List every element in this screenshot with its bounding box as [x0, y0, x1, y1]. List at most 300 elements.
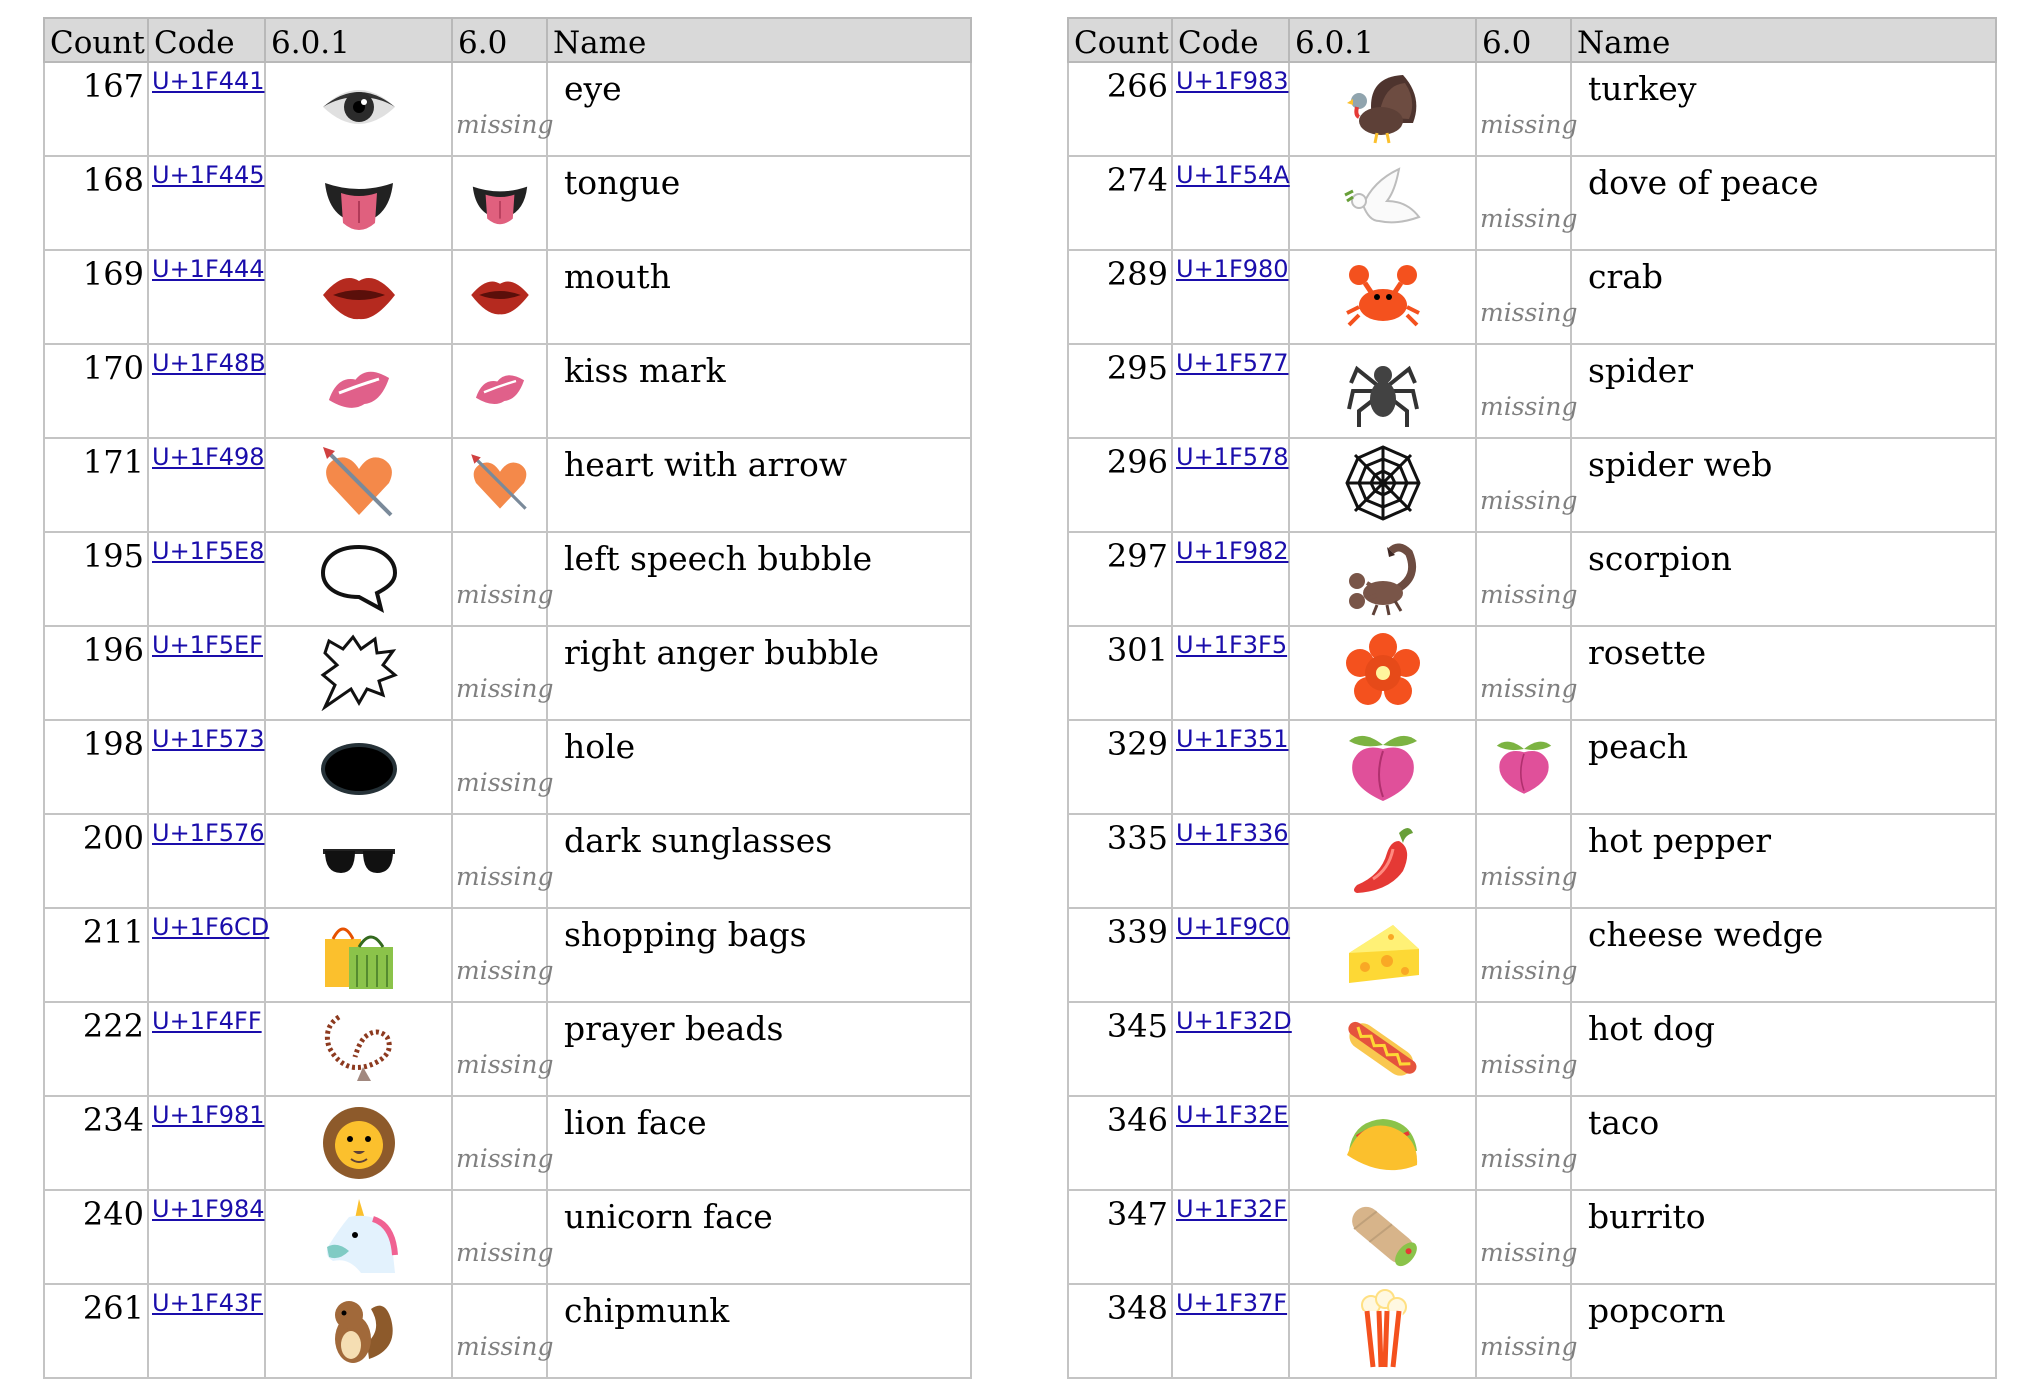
table-row	[44, 908, 971, 1002]
emoji-name: crab	[1588, 257, 1664, 296]
emoji-60-cell	[452, 626, 554, 720]
emoji-name: eye	[564, 69, 622, 108]
emoji-601-cell	[1289, 532, 1476, 626]
code-link[interactable]: U+1F576	[152, 819, 265, 847]
emoji-601-cell	[265, 1002, 452, 1096]
emoji-name: tongue	[564, 163, 681, 202]
code-cell	[148, 250, 265, 344]
anger-bubble-icon	[319, 631, 399, 711]
hot-pepper-icon	[1343, 819, 1423, 899]
emoji-table-right	[1067, 17, 1997, 1379]
missing-label: missing	[456, 861, 554, 891]
header-601: 6.0.1	[265, 18, 452, 62]
name-cell	[1571, 1284, 1996, 1378]
code-link[interactable]: U+1F6CD	[152, 913, 270, 941]
shopping-bags-icon	[319, 913, 399, 993]
count-cell	[44, 156, 148, 250]
count-value: 211	[82, 913, 144, 951]
table-row	[1068, 1284, 1996, 1378]
header-count: Count	[1068, 18, 1172, 62]
count-value: 296	[1106, 443, 1168, 481]
code-cell	[1172, 62, 1289, 156]
prayer-beads-icon	[319, 1007, 399, 1087]
code-cell	[1172, 814, 1289, 908]
code-link[interactable]: U+1F43F	[152, 1289, 264, 1317]
count-value: 329	[1106, 725, 1168, 763]
missing-label: missing	[1480, 1143, 1578, 1173]
code-cell	[148, 344, 265, 438]
code-cell	[148, 1284, 265, 1378]
emoji-60-cell	[452, 438, 547, 532]
emoji-601-cell	[265, 250, 452, 344]
name-cell	[547, 156, 971, 250]
table-row	[1068, 250, 1996, 344]
missing-label: missing	[1480, 1237, 1578, 1267]
emoji-60-cell	[452, 344, 547, 438]
emoji-60-cell	[1476, 532, 1578, 626]
code-cell	[148, 1002, 265, 1096]
emoji-601-cell	[1289, 62, 1476, 156]
count-cell	[44, 1096, 148, 1190]
code-link[interactable]: U+1F336	[1176, 819, 1289, 847]
count-cell	[44, 720, 148, 814]
emoji-60-cell	[1476, 626, 1578, 720]
code-link[interactable]: U+1F498	[152, 443, 265, 471]
name-cell	[547, 1284, 971, 1378]
emoji-name: taco	[1588, 1103, 1660, 1142]
header-code: Code	[1172, 18, 1289, 62]
missing-label: missing	[456, 109, 554, 139]
header-code: Code	[148, 18, 265, 62]
code-link[interactable]: U+1F3F5	[1176, 631, 1288, 659]
table-row	[44, 62, 971, 156]
emoji-name: spider	[1588, 351, 1694, 390]
table-row	[44, 720, 971, 814]
table-row	[1068, 156, 1996, 250]
code-link[interactable]: U+1F445	[152, 161, 265, 189]
name-cell	[1571, 908, 1996, 1002]
heart-arrow-icon	[319, 443, 399, 523]
emoji-60-cell	[1476, 814, 1578, 908]
count-value: 335	[1106, 819, 1168, 857]
table-row	[44, 1096, 971, 1190]
count-value: 234	[82, 1101, 144, 1139]
missing-label: missing	[456, 1049, 554, 1079]
count-value: 339	[1106, 913, 1168, 951]
missing-label: missing	[1480, 485, 1578, 515]
code-link[interactable]: U+1F444	[152, 255, 265, 283]
emoji-601-cell	[265, 626, 452, 720]
emoji-60-cell	[1476, 156, 1578, 250]
emoji-60-cell	[452, 720, 554, 814]
emoji-name: unicorn face	[564, 1197, 773, 1236]
code-link[interactable]: U+1F577	[1176, 349, 1289, 377]
code-link[interactable]: U+1F981	[152, 1101, 265, 1129]
table-row	[44, 1002, 971, 1096]
emoji-60-cell	[452, 532, 554, 626]
emoji-601-cell	[265, 438, 452, 532]
count-value: 348	[1106, 1289, 1168, 1327]
count-cell	[44, 250, 148, 344]
emoji-name: chipmunk	[564, 1291, 730, 1330]
name-cell	[547, 908, 971, 1002]
code-link[interactable]: U+1F5E8	[152, 537, 265, 565]
table-row	[44, 1190, 971, 1284]
emoji-name: hot pepper	[1588, 821, 1772, 860]
header-count: Count	[44, 18, 148, 62]
name-cell	[1571, 344, 1996, 438]
sunglasses-icon	[319, 819, 399, 899]
emoji-name: lion face	[564, 1103, 707, 1142]
emoji-601-cell	[1289, 344, 1476, 438]
emoji-60-cell	[452, 62, 554, 156]
name-cell	[547, 62, 971, 156]
table-row	[1068, 1190, 1996, 1284]
count-value: 301	[1106, 631, 1168, 669]
emoji-60-cell	[452, 908, 554, 1002]
name-cell	[1571, 1096, 1996, 1190]
emoji-601-cell	[1289, 1284, 1476, 1378]
count-value: 345	[1106, 1007, 1168, 1045]
table-row	[44, 626, 971, 720]
mouth-icon	[319, 255, 399, 335]
count-value: 295	[1106, 349, 1168, 387]
code-link[interactable]: U+1F578	[1176, 443, 1289, 471]
name-cell	[547, 626, 971, 720]
emoji-name: hole	[564, 727, 636, 766]
table-row	[1068, 344, 1996, 438]
count-value: 289	[1106, 255, 1168, 293]
table-row	[44, 1284, 971, 1378]
cheese-icon	[1343, 913, 1423, 993]
missing-label: missing	[456, 673, 554, 703]
spider-web-icon	[1343, 443, 1423, 523]
emoji-name: left speech bubble	[564, 539, 873, 578]
emoji-60-cell	[452, 156, 547, 250]
count-value: 240	[82, 1195, 144, 1233]
table-row	[1068, 908, 1996, 1002]
name-cell	[1571, 1002, 1996, 1096]
code-cell	[1172, 156, 1289, 250]
emoji-60-cell	[452, 814, 554, 908]
count-value: 346	[1106, 1101, 1168, 1139]
count-value: 167	[82, 67, 144, 105]
spider-icon	[1343, 349, 1423, 429]
emoji-60-cell	[1476, 1284, 1578, 1378]
code-cell	[1172, 1002, 1292, 1096]
header-name: Name	[547, 18, 971, 62]
count-value: 170	[82, 349, 144, 387]
emoji-601-cell	[265, 720, 452, 814]
code-cell	[1172, 438, 1289, 532]
header-row	[44, 18, 971, 62]
missing-label: missing	[456, 955, 554, 985]
code-cell	[148, 532, 265, 626]
code-cell	[148, 62, 265, 156]
emoji-name: kiss mark	[564, 351, 726, 390]
count-cell	[44, 438, 148, 532]
name-cell	[1571, 814, 1996, 908]
header-name: Name	[1571, 18, 1996, 62]
name-cell	[1571, 62, 1996, 156]
emoji-60-cell	[1476, 1002, 1578, 1096]
emoji-60-cell	[1476, 250, 1578, 344]
emoji-name: peach	[1588, 727, 1689, 766]
count-cell	[44, 532, 148, 626]
count-cell	[1068, 62, 1172, 156]
code-link[interactable]: U+1F983	[1176, 67, 1289, 95]
header-60: 6.0	[452, 18, 547, 62]
count-cell	[44, 1002, 148, 1096]
emoji-name: dark sunglasses	[564, 821, 833, 860]
emoji-60-cell	[1476, 438, 1578, 532]
count-cell	[1068, 156, 1172, 250]
missing-label: missing	[456, 1143, 554, 1173]
code-cell	[148, 908, 270, 1002]
header-60: 6.0	[1476, 18, 1571, 62]
missing-label: missing	[456, 767, 554, 797]
table-row	[44, 814, 971, 908]
emoji-table-left	[43, 17, 972, 1379]
emoji-601-cell	[265, 908, 452, 1002]
emoji-601-cell	[265, 156, 452, 250]
table-row	[1068, 62, 1996, 156]
emoji-601-cell	[265, 1284, 452, 1378]
code-link[interactable]: U+1F32E	[1176, 1101, 1289, 1129]
emoji-60-cell	[1476, 908, 1578, 1002]
burrito-icon	[1343, 1195, 1423, 1275]
code-link[interactable]: U+1F984	[152, 1195, 265, 1223]
emoji-601-cell	[265, 814, 452, 908]
name-cell	[547, 720, 971, 814]
count-value: 266	[1106, 67, 1168, 105]
emoji-601-cell	[1289, 908, 1476, 1002]
emoji-name: heart with arrow	[564, 445, 848, 484]
code-link[interactable]: U+1F54A	[1176, 161, 1290, 189]
emoji-name: dove of peace	[1588, 163, 1819, 202]
rosette-icon	[1343, 631, 1423, 711]
count-cell	[44, 626, 148, 720]
peach-icon	[1343, 725, 1423, 805]
emoji-name: spider web	[1588, 445, 1773, 484]
code-link[interactable]: U+1F4FF	[152, 1007, 262, 1035]
code-link[interactable]: U+1F573	[152, 725, 265, 753]
code-link[interactable]: U+1F32D	[1176, 1007, 1292, 1035]
count-cell	[44, 814, 148, 908]
name-cell	[547, 1190, 971, 1284]
name-cell	[1571, 250, 1996, 344]
table-row	[1068, 1096, 1996, 1190]
emoji-60-cell	[1476, 720, 1571, 814]
code-link[interactable]: U+1F982	[1176, 537, 1289, 565]
code-cell	[1172, 720, 1289, 814]
name-cell	[1571, 156, 1996, 250]
code-cell	[148, 720, 265, 814]
table-row	[1068, 438, 1996, 532]
table-row	[1068, 532, 1996, 626]
name-cell	[1571, 438, 1996, 532]
missing-label: missing	[1480, 1049, 1578, 1079]
count-cell	[1068, 250, 1172, 344]
emoji-601-cell	[1289, 156, 1476, 250]
code-cell	[148, 438, 265, 532]
count-cell	[1068, 1096, 1172, 1190]
code-cell	[1172, 532, 1289, 626]
table-row	[44, 156, 971, 250]
emoji-60-cell	[1476, 62, 1578, 156]
table-row	[44, 438, 971, 532]
count-cell	[44, 344, 148, 438]
chipmunk-icon	[319, 1289, 399, 1369]
emoji-60-cell	[1476, 1096, 1578, 1190]
count-value: 347	[1106, 1195, 1168, 1233]
missing-label: missing	[1480, 109, 1578, 139]
emoji-601-cell	[1289, 1190, 1476, 1284]
count-value: 297	[1106, 537, 1168, 575]
taco-icon	[1343, 1101, 1423, 1181]
name-cell	[547, 532, 971, 626]
missing-label: missing	[456, 579, 554, 609]
code-link[interactable]: U+1F32F	[1176, 1195, 1288, 1223]
missing-label: missing	[1480, 297, 1578, 327]
table-row	[1068, 814, 1996, 908]
name-cell	[547, 1096, 971, 1190]
code-link[interactable]: U+1F37F	[1176, 1289, 1288, 1317]
speech-bubble-icon	[319, 537, 399, 617]
count-value: 196	[82, 631, 144, 669]
missing-label: missing	[456, 1237, 554, 1267]
code-link[interactable]: U+1F9C0	[1176, 913, 1291, 941]
count-cell	[44, 908, 148, 1002]
emoji-name: hot dog	[1588, 1009, 1715, 1048]
unicorn-face-icon	[319, 1195, 399, 1275]
missing-label: missing	[1480, 673, 1578, 703]
emoji-601-cell	[1289, 1096, 1476, 1190]
code-cell	[148, 156, 265, 250]
header-row	[1068, 18, 1996, 62]
peach-icon	[1492, 733, 1556, 797]
emoji-name: shopping bags	[564, 915, 807, 954]
code-cell	[1172, 1284, 1289, 1378]
code-link[interactable]: U+1F980	[1176, 255, 1289, 283]
code-link[interactable]: U+1F5EF	[152, 631, 263, 659]
emoji-name: right anger bubble	[564, 633, 880, 672]
code-link[interactable]: U+1F48B	[152, 349, 266, 377]
count-cell	[1068, 908, 1172, 1002]
code-link[interactable]: U+1F441	[152, 67, 265, 95]
emoji-name: rosette	[1588, 633, 1707, 672]
name-cell	[1571, 720, 1996, 814]
count-value: 274	[1106, 161, 1168, 199]
crab-icon	[1343, 255, 1423, 335]
missing-label: missing	[456, 1331, 554, 1361]
table-row	[1068, 720, 1996, 814]
tongue-icon	[319, 161, 399, 241]
kiss-mark-icon	[468, 357, 532, 421]
emoji-601-cell	[1289, 814, 1476, 908]
emoji-name: turkey	[1588, 69, 1697, 108]
emoji-601-cell	[265, 532, 452, 626]
count-cell	[1068, 344, 1172, 438]
missing-label: missing	[1480, 1331, 1578, 1361]
emoji-601-cell	[265, 1190, 452, 1284]
count-cell	[1068, 626, 1172, 720]
emoji-601-cell	[1289, 438, 1476, 532]
count-cell	[1068, 814, 1172, 908]
name-cell	[1571, 1190, 1996, 1284]
emoji-601-cell	[265, 344, 452, 438]
code-cell	[1172, 344, 1289, 438]
emoji-60-cell	[1476, 1190, 1578, 1284]
code-cell	[1172, 908, 1289, 1002]
emoji-60-cell	[452, 250, 547, 344]
code-cell	[1172, 1096, 1289, 1190]
code-cell	[148, 814, 265, 908]
emoji-60-cell	[1476, 344, 1578, 438]
hot-dog-icon	[1343, 1007, 1423, 1087]
code-cell	[148, 1096, 265, 1190]
table-row	[1068, 1002, 1996, 1096]
name-cell	[547, 438, 971, 532]
missing-label: missing	[1480, 861, 1578, 891]
missing-label: missing	[1480, 391, 1578, 421]
emoji-60-cell	[452, 1002, 554, 1096]
count-cell	[1068, 1190, 1172, 1284]
turkey-icon	[1343, 67, 1423, 147]
emoji-60-cell	[452, 1096, 554, 1190]
count-value: 195	[82, 537, 144, 575]
name-cell	[547, 814, 971, 908]
emoji-601-cell	[1289, 250, 1476, 344]
hole-icon	[319, 725, 399, 805]
table-row	[1068, 626, 1996, 720]
code-cell	[1172, 250, 1289, 344]
name-cell	[1571, 532, 1996, 626]
tongue-icon	[468, 169, 532, 233]
emoji-name: popcorn	[1588, 1291, 1726, 1330]
emoji-601-cell	[265, 1096, 452, 1190]
table-row	[44, 250, 971, 344]
lion-face-icon	[319, 1101, 399, 1181]
emoji-name: burrito	[1588, 1197, 1706, 1236]
missing-label: missing	[1480, 955, 1578, 985]
emoji-601-cell	[1289, 626, 1476, 720]
count-cell	[1068, 1284, 1172, 1378]
count-value: 198	[82, 725, 144, 763]
mouth-icon	[468, 263, 532, 327]
emoji-60-cell	[452, 1190, 554, 1284]
missing-label: missing	[1480, 579, 1578, 609]
count-cell	[1068, 532, 1172, 626]
count-cell	[1068, 1002, 1172, 1096]
count-cell	[44, 62, 148, 156]
kiss-mark-icon	[319, 349, 399, 429]
name-cell	[547, 344, 971, 438]
name-cell	[547, 250, 971, 344]
emoji-name: prayer beads	[564, 1009, 784, 1048]
count-value: 261	[82, 1289, 144, 1327]
count-cell	[1068, 720, 1172, 814]
name-cell	[1571, 626, 1996, 720]
emoji-name: cheese wedge	[1588, 915, 1824, 954]
scorpion-icon	[1343, 537, 1423, 617]
name-cell	[547, 1002, 971, 1096]
code-cell	[1172, 1190, 1289, 1284]
code-link[interactable]: U+1F351	[1176, 725, 1289, 753]
count-value: 222	[82, 1007, 144, 1045]
header-601: 6.0.1	[1289, 18, 1476, 62]
emoji-name: mouth	[564, 257, 671, 296]
